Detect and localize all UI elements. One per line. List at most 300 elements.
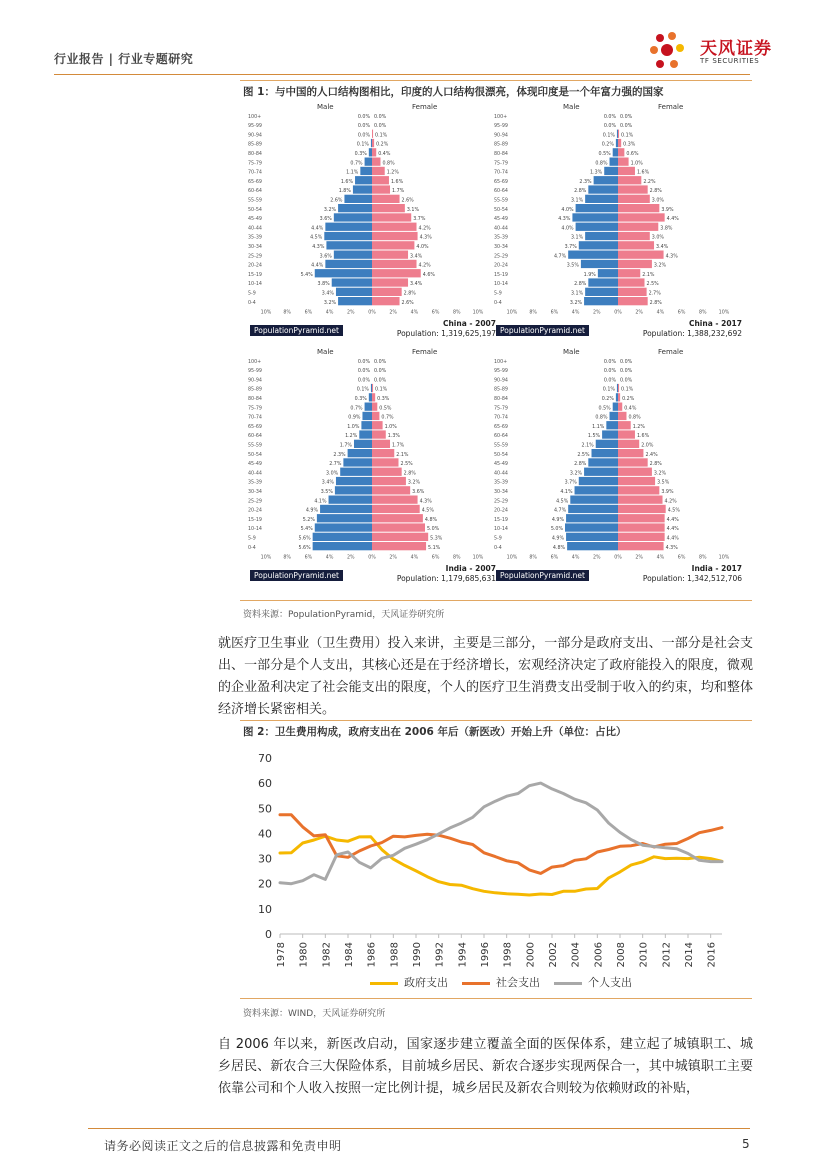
male-bar bbox=[617, 384, 618, 392]
pyramid-india-2017 bbox=[492, 347, 742, 587]
male-value-label: 4.1% bbox=[560, 490, 573, 495]
male-value-label: 2.7% bbox=[329, 462, 342, 468]
female-value-label: 2.6% bbox=[401, 300, 414, 306]
female-bar bbox=[618, 449, 643, 457]
female-bar bbox=[618, 130, 619, 138]
male-bar bbox=[313, 542, 372, 550]
age-label: 65-69 bbox=[248, 179, 262, 185]
male-bar bbox=[361, 421, 372, 429]
female-bar bbox=[372, 232, 418, 240]
x-tick-label: 1994 bbox=[457, 942, 469, 968]
female-bar bbox=[618, 468, 652, 476]
age-label: 40-44 bbox=[248, 226, 262, 232]
axis-tick-label: 4% bbox=[410, 555, 419, 561]
age-label: 45-49 bbox=[494, 217, 508, 223]
male-value-label: 4.4% bbox=[311, 263, 324, 269]
age-label: 40-44 bbox=[494, 226, 508, 232]
age-label: 90-94 bbox=[494, 378, 508, 384]
male-value-label: 0.2% bbox=[601, 142, 614, 148]
header-divider bbox=[54, 74, 750, 75]
male-bar bbox=[579, 241, 618, 249]
male-bar bbox=[579, 477, 618, 485]
male-bar bbox=[371, 139, 372, 147]
male-bar bbox=[325, 260, 372, 268]
legend-item-social bbox=[462, 974, 540, 990]
female-bar bbox=[372, 241, 414, 249]
axis-tick-label: 8% bbox=[529, 310, 538, 316]
female-value-label: 4.5% bbox=[421, 508, 434, 514]
female-bar bbox=[618, 195, 650, 203]
male-value-label: 4.9% bbox=[305, 508, 319, 514]
male-value-label: 3.2% bbox=[323, 300, 337, 306]
axis-tick-label: 6% bbox=[431, 310, 440, 316]
axis-tick-label: 6% bbox=[550, 555, 559, 561]
male-bar bbox=[369, 393, 372, 401]
female-value-label: 2.5% bbox=[400, 462, 413, 468]
axis-tick-label: 4% bbox=[571, 555, 580, 561]
male-bar bbox=[336, 477, 372, 485]
female-value-label: 1.0% bbox=[630, 161, 643, 167]
axis-tick-label: 6% bbox=[677, 310, 686, 316]
female-bar bbox=[372, 158, 380, 166]
x-tick-label: 1996 bbox=[480, 942, 491, 968]
age-label: 15-19 bbox=[494, 272, 508, 278]
age-label: 60-64 bbox=[248, 434, 262, 440]
axis-tick-label: 2% bbox=[346, 310, 355, 316]
legend-label-personal: 个人支出 bbox=[588, 976, 632, 989]
x-tick-label: 1992 bbox=[434, 942, 446, 968]
female-bar bbox=[618, 496, 663, 504]
age-label: 90-94 bbox=[248, 133, 262, 139]
male-value-label: 3.1% bbox=[570, 198, 584, 204]
female-value-label: 1.0% bbox=[384, 424, 397, 430]
male-bar bbox=[617, 130, 618, 138]
age-label: 100+ bbox=[494, 359, 508, 365]
axis-tick-label: 10% bbox=[718, 555, 730, 561]
female-bar bbox=[618, 251, 664, 259]
axis-tick-label: 4% bbox=[325, 555, 334, 561]
age-label: 0-4 bbox=[248, 545, 256, 551]
male-bar bbox=[315, 523, 372, 531]
x-tick-label: 2016 bbox=[706, 942, 718, 968]
female-value-label: 2.8% bbox=[649, 462, 662, 468]
female-bar bbox=[372, 384, 373, 392]
x-tick-label: 2010 bbox=[638, 942, 650, 968]
male-bar bbox=[588, 458, 618, 466]
footer-disclaimer: 请务必阅读正文之后的信息披露和免责申明 bbox=[104, 1139, 342, 1153]
male-bar bbox=[344, 195, 372, 203]
female-value-label: 3.4% bbox=[410, 282, 423, 288]
age-label: 100+ bbox=[248, 359, 262, 365]
age-label: 40-44 bbox=[248, 471, 262, 477]
female-bar bbox=[372, 260, 417, 268]
pyramid-title: India - 2007 bbox=[445, 564, 496, 573]
female-value-label: 0.3% bbox=[377, 397, 390, 402]
female-bar bbox=[372, 167, 385, 175]
axis-tick-label: 0% bbox=[614, 310, 622, 316]
male-value-label: 5.0% bbox=[550, 527, 563, 533]
female-value-label: 0.3% bbox=[623, 142, 636, 148]
female-value-label: 4.3% bbox=[665, 545, 678, 551]
male-bar bbox=[371, 384, 372, 392]
male-value-label: 3.4% bbox=[321, 291, 334, 297]
female-label: Female bbox=[658, 348, 684, 356]
axis-tick-label: 0% bbox=[614, 555, 622, 561]
figure1-source: 资料来源：PopulationPyramid，天风证券研究所 bbox=[243, 610, 445, 620]
male-bar bbox=[581, 260, 618, 268]
female-value-label: 4.3% bbox=[419, 499, 432, 505]
male-bar bbox=[334, 251, 372, 259]
male-value-label: 3.7% bbox=[564, 245, 577, 250]
male-bar bbox=[320, 505, 372, 513]
female-value-label: 0.0% bbox=[620, 124, 633, 130]
female-value-label: 2.1% bbox=[642, 272, 655, 278]
age-label: 50-54 bbox=[494, 452, 508, 458]
female-bar bbox=[372, 204, 405, 212]
y-tick-label: 60 bbox=[258, 777, 272, 791]
age-label: 85-89 bbox=[248, 142, 262, 148]
pyramid-china-2007 bbox=[246, 102, 496, 342]
axis-tick-label: 6% bbox=[304, 310, 313, 316]
female-bar bbox=[372, 449, 394, 457]
body-paragraph-1: 就医疗卫生事业（卫生费用）投入来讲，主要是三部分，一部分是政府支出、一部分是社会支出、一部分是个人支出，其核心还是在于经济增长，宏观经济决定了政府能投入的限度，微观的企业盈利决定了社会能支出的限度，个人的医疗卫生消费支出受制于收入的约束，均和整体经济增长紧密相关。 bbox=[218, 636, 753, 717]
footer-divider bbox=[88, 1128, 750, 1129]
male-value-label: 2.5% bbox=[577, 452, 590, 458]
female-bar bbox=[372, 185, 390, 193]
legend-swatch-social bbox=[462, 982, 490, 985]
age-label: 90-94 bbox=[494, 133, 508, 139]
age-label: 65-69 bbox=[494, 424, 508, 430]
male-value-label: 3.2% bbox=[323, 207, 337, 213]
age-label: 15-19 bbox=[494, 517, 508, 523]
male-bar bbox=[575, 486, 618, 494]
axis-tick-label: 2% bbox=[635, 555, 644, 561]
age-label: 60-64 bbox=[248, 189, 262, 195]
female-value-label: 2.8% bbox=[649, 189, 662, 195]
female-bar bbox=[372, 421, 383, 429]
age-label: 45-49 bbox=[248, 462, 262, 468]
male-value-label: 0.9% bbox=[348, 415, 361, 421]
male-value-label: 3.2% bbox=[569, 300, 583, 306]
male-value-label: 3.1% bbox=[570, 235, 584, 241]
axis-tick-label: 8% bbox=[529, 555, 538, 561]
female-value-label: 4.4% bbox=[666, 217, 679, 223]
male-value-label: 3.1% bbox=[570, 291, 584, 297]
male-value-label: 1.1% bbox=[346, 170, 359, 176]
female-value-label: 0.8% bbox=[382, 161, 395, 167]
male-value-label: 1.6% bbox=[340, 179, 354, 185]
male-value-label: 0.1% bbox=[602, 133, 615, 139]
male-bar bbox=[353, 185, 372, 193]
male-value-label: 0.0% bbox=[357, 369, 370, 375]
age-label: 55-59 bbox=[494, 443, 508, 449]
male-value-label: 4.7% bbox=[553, 254, 567, 260]
male-value-label: 3.5% bbox=[320, 490, 333, 495]
x-tick-label: 2000 bbox=[525, 942, 537, 968]
female-value-label: 2.6% bbox=[401, 198, 414, 204]
female-value-label: 0.0% bbox=[620, 114, 633, 120]
female-bar bbox=[618, 167, 635, 175]
age-label: 30-34 bbox=[248, 245, 262, 250]
age-label: 85-89 bbox=[248, 387, 262, 393]
x-tick-label: 2006 bbox=[593, 942, 605, 968]
age-label: 35-39 bbox=[494, 235, 508, 241]
male-bar bbox=[566, 533, 618, 541]
male-bar bbox=[565, 523, 618, 531]
male-value-label: 4.9% bbox=[551, 536, 565, 542]
male-bar bbox=[325, 223, 372, 231]
male-bar bbox=[588, 185, 618, 193]
female-value-label: 5.1% bbox=[428, 545, 441, 551]
male-value-label: 0.1% bbox=[602, 387, 615, 393]
age-label: 95-99 bbox=[248, 124, 262, 130]
figure2-bottom-rule bbox=[240, 998, 752, 999]
male-bar bbox=[584, 468, 618, 476]
legend-swatch-personal bbox=[554, 982, 582, 985]
axis-tick-label: 0% bbox=[368, 310, 376, 316]
age-label: 25-29 bbox=[494, 254, 508, 260]
male-value-label: 1.1% bbox=[592, 424, 605, 430]
female-bar bbox=[618, 297, 648, 305]
female-value-label: 1.6% bbox=[636, 170, 650, 176]
male-bar bbox=[576, 204, 618, 212]
female-bar bbox=[372, 533, 428, 541]
male-value-label: 2.1% bbox=[581, 443, 594, 449]
female-value-label: 2.5% bbox=[646, 282, 659, 288]
female-value-label: 0.0% bbox=[374, 124, 387, 130]
male-value-label: 4.3% bbox=[558, 217, 571, 223]
axis-tick-label: 8% bbox=[283, 555, 292, 561]
female-bar bbox=[618, 232, 650, 240]
age-label: 65-69 bbox=[248, 424, 262, 430]
age-label: 75-79 bbox=[248, 406, 262, 412]
male-value-label: 0.0% bbox=[603, 359, 616, 365]
axis-tick-label: 10% bbox=[472, 310, 484, 316]
male-value-label: 4.8% bbox=[552, 545, 566, 551]
pyramid-india-2007 bbox=[246, 347, 496, 587]
female-bar bbox=[618, 223, 658, 231]
age-label: 90-94 bbox=[248, 378, 262, 384]
pyramid-population: Population: 1,319,625,197 bbox=[396, 329, 496, 338]
age-label: 5-9 bbox=[248, 291, 256, 297]
female-value-label: 3.7% bbox=[413, 217, 426, 223]
pyramid-title: China - 2017 bbox=[688, 319, 742, 328]
male-value-label: 1.7% bbox=[339, 443, 352, 449]
male-bar bbox=[616, 393, 618, 401]
male-bar bbox=[365, 158, 372, 166]
female-value-label: 3.9% bbox=[661, 490, 674, 495]
male-bar bbox=[343, 458, 372, 466]
female-bar bbox=[372, 278, 408, 286]
female-bar bbox=[618, 393, 620, 401]
age-label: 60-64 bbox=[494, 434, 508, 440]
male-bar bbox=[362, 412, 372, 420]
female-value-label: 1.6% bbox=[636, 434, 650, 440]
male-bar bbox=[334, 213, 372, 221]
male-value-label: 4.0% bbox=[561, 226, 574, 232]
male-bar bbox=[602, 430, 618, 438]
y-tick-label: 10 bbox=[258, 902, 272, 916]
female-bar bbox=[618, 213, 665, 221]
male-value-label: 3.2% bbox=[569, 471, 583, 477]
female-bar bbox=[372, 269, 421, 277]
female-value-label: 0.4% bbox=[378, 152, 391, 157]
male-bar bbox=[369, 148, 372, 156]
male-bar bbox=[613, 148, 618, 156]
age-label: 0-4 bbox=[248, 300, 256, 306]
body-paragraph-2: 自 2006 年以来，新医改启动，国家逐步建立覆盖全面的医保体系，建立起了城镇职工、城乡居民、新农合三大保险体系，目前城乡居民、新农合逐步实现两保合一，其中城镇职工主要依靠公司和个人收入按照一定比例计提，城乡居民及新农合则较为依赖财政的补贴， bbox=[218, 1037, 753, 1096]
female-value-label: 2.2% bbox=[643, 179, 656, 185]
female-label: Female bbox=[412, 348, 438, 356]
male-value-label: 2.3% bbox=[579, 179, 592, 185]
female-value-label: 0.6% bbox=[626, 152, 639, 157]
female-bar bbox=[618, 260, 652, 268]
tf-logo-icon bbox=[648, 30, 696, 76]
pyramid-population: Population: 1,179,685,631 bbox=[396, 574, 496, 583]
y-tick-label: 40 bbox=[258, 827, 272, 841]
age-label: 50-54 bbox=[248, 452, 262, 458]
male-value-label: 0.0% bbox=[357, 124, 370, 130]
male-bar bbox=[360, 167, 372, 175]
male-value-label: 0.1% bbox=[356, 142, 369, 148]
female-bar bbox=[618, 269, 640, 277]
figure2-title: 图 2：卫生费用构成，政府支出在 2006 年后（新医改）开始上升（单位：占比） bbox=[243, 726, 627, 738]
male-bar bbox=[335, 486, 372, 494]
age-label: 15-19 bbox=[248, 272, 262, 278]
male-bar bbox=[606, 421, 618, 429]
female-bar bbox=[618, 421, 631, 429]
axis-tick-label: 2% bbox=[592, 555, 601, 561]
male-value-label: 3.5% bbox=[566, 263, 579, 269]
x-tick-label: 1984 bbox=[344, 942, 355, 968]
age-label: 30-34 bbox=[494, 490, 508, 495]
male-value-label: 2.8% bbox=[574, 282, 587, 288]
female-value-label: 0.1% bbox=[621, 133, 634, 139]
female-bar bbox=[372, 458, 399, 466]
age-label: 50-54 bbox=[494, 207, 508, 213]
female-bar bbox=[372, 213, 411, 221]
pyramid-title: China - 2007 bbox=[442, 319, 496, 328]
female-value-label: 0.0% bbox=[620, 359, 633, 365]
pyramid-svg bbox=[492, 347, 742, 587]
age-label: 10-14 bbox=[248, 527, 262, 533]
age-label: 70-74 bbox=[248, 415, 262, 421]
male-value-label: 3.6% bbox=[319, 254, 332, 260]
chart-legend bbox=[370, 974, 670, 990]
legend-item-government bbox=[370, 974, 448, 990]
male-value-label: 0.0% bbox=[357, 114, 370, 120]
female-value-label: 0.0% bbox=[374, 378, 387, 384]
male-bar bbox=[348, 449, 372, 457]
axis-tick-label: 8% bbox=[698, 555, 707, 561]
logo-chinese: 天风证券 bbox=[700, 39, 772, 59]
age-label: 55-59 bbox=[494, 198, 508, 204]
age-label: 100+ bbox=[494, 114, 508, 120]
male-value-label: 3.0% bbox=[326, 471, 339, 477]
age-label: 100+ bbox=[248, 114, 262, 120]
age-label: 60-64 bbox=[494, 189, 508, 195]
male-value-label: 0.0% bbox=[357, 378, 370, 384]
age-label: 5-9 bbox=[248, 536, 256, 542]
male-value-label: 1.5% bbox=[587, 434, 601, 440]
x-tick-label: 1982 bbox=[321, 942, 333, 968]
axis-tick-label: 2% bbox=[592, 310, 601, 316]
female-bar bbox=[372, 297, 400, 305]
female-value-label: 3.1% bbox=[406, 207, 420, 213]
axis-tick-label: 2% bbox=[389, 555, 398, 561]
legend-label-government: 政府支出 bbox=[404, 976, 448, 989]
axis-tick-label: 4% bbox=[325, 310, 334, 316]
male-value-label: 0.1% bbox=[356, 387, 369, 393]
age-label: 15-19 bbox=[248, 517, 262, 523]
female-bar bbox=[618, 148, 624, 156]
male-value-label: 4.5% bbox=[556, 499, 569, 505]
figure2-top-rule bbox=[240, 720, 752, 721]
male-value-label: 5.2% bbox=[302, 517, 315, 523]
male-value-label: 5.4% bbox=[300, 527, 313, 533]
male-bar bbox=[324, 232, 372, 240]
male-value-label: 0.5% bbox=[598, 406, 611, 412]
x-tick-label: 2014 bbox=[684, 942, 695, 968]
age-label: 65-69 bbox=[494, 179, 508, 185]
female-value-label: 4.6% bbox=[422, 272, 435, 278]
female-value-label: 3.0% bbox=[651, 198, 664, 204]
female-value-label: 1.3% bbox=[387, 434, 400, 440]
x-tick-label: 1980 bbox=[298, 942, 310, 968]
male-bar bbox=[340, 468, 372, 476]
male-value-label: 2.3% bbox=[333, 452, 346, 458]
female-value-label: 4.4% bbox=[666, 517, 679, 523]
female-value-label: 1.6% bbox=[390, 179, 404, 185]
axis-tick-label: 10% bbox=[506, 555, 518, 561]
female-value-label: 5.0% bbox=[427, 527, 440, 533]
age-label: 20-24 bbox=[248, 508, 262, 514]
male-value-label: 3.7% bbox=[564, 480, 577, 486]
male-value-label: 2.8% bbox=[574, 462, 587, 468]
female-bar bbox=[618, 514, 665, 522]
axis-tick-label: 4% bbox=[656, 310, 665, 316]
male-bar bbox=[359, 430, 372, 438]
female-bar bbox=[372, 486, 410, 494]
axis-tick-label: 8% bbox=[452, 555, 461, 561]
male-value-label: 5.6% bbox=[298, 536, 311, 542]
female-bar bbox=[618, 241, 654, 249]
female-value-label: 2.4% bbox=[645, 452, 658, 458]
age-label: 85-89 bbox=[494, 142, 508, 148]
age-label: 20-24 bbox=[494, 263, 508, 269]
age-label: 95-99 bbox=[494, 124, 508, 130]
female-value-label: 3.0% bbox=[651, 235, 664, 241]
male-bar bbox=[598, 269, 618, 277]
age-label: 55-59 bbox=[248, 443, 262, 449]
female-value-label: 3.6% bbox=[412, 490, 425, 495]
health-expense-line-chart bbox=[244, 742, 752, 970]
y-tick-label: 20 bbox=[258, 877, 272, 891]
male-value-label: 1.9% bbox=[583, 272, 596, 278]
male-value-label: 4.4% bbox=[311, 226, 324, 232]
age-label: 70-74 bbox=[248, 170, 262, 176]
x-tick-label: 1988 bbox=[389, 942, 401, 968]
axis-tick-label: 8% bbox=[283, 310, 292, 316]
female-value-label: 1.7% bbox=[392, 189, 405, 195]
female-bar bbox=[618, 158, 629, 166]
female-bar bbox=[618, 278, 645, 286]
axis-tick-label: 6% bbox=[550, 310, 559, 316]
male-value-label: 4.7% bbox=[553, 508, 567, 514]
female-label: Female bbox=[658, 103, 684, 111]
female-value-label: 3.2% bbox=[407, 480, 421, 486]
x-tick-label: 1990 bbox=[412, 942, 423, 968]
